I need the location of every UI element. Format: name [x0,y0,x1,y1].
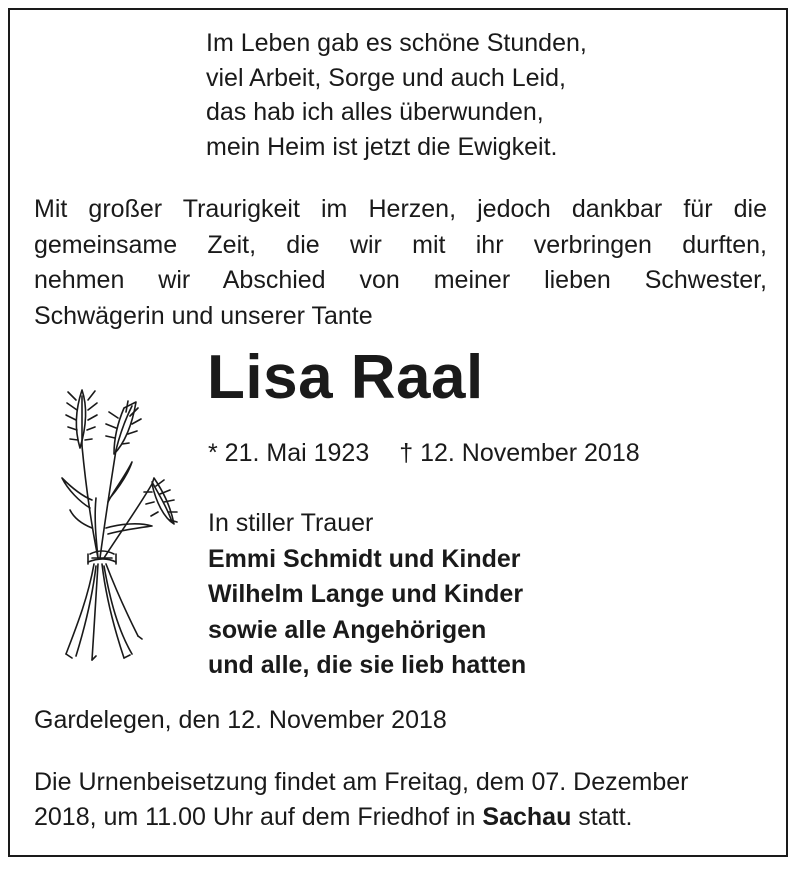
mourners-block [208,506,526,684]
mourner-name: sowie alle Angehörigen [208,615,487,644]
mourner-name: Emmi Schmidt und Kinder [208,544,521,573]
intro-text [34,192,767,334]
birth-date: * 21. Mai 1923 [208,439,370,467]
poem-line: Im Leben gab es schöne Stunden, [206,29,587,57]
life-dates [208,436,640,470]
burial-notice [34,765,689,835]
burial-place: Sachau [482,803,572,831]
wheat-sheaf-icon [52,378,187,663]
death-date: † 12. November 2018 [399,439,640,467]
mourners-heading: In stiller Trauer [208,509,374,537]
intro-line: gemeinsame Zeit, die wir mit ihr verbringen durften, [34,230,767,259]
mourner-name: und alle, die sie lieb hatten [208,651,527,679]
poem-line: mein Heim ist jetzt die Ewigkeit. [206,132,558,161]
mourner-name: Wilhelm Lange und Kinder [208,580,524,608]
burial-line-2-start: 2018, um 11.00 Uhr auf dem Friedhof in [34,803,483,831]
intro-line: nehmen wir Abschied von meiner lieben Schwester, [34,266,767,294]
intro-line: Schwägerin und unserer Tante [34,301,373,330]
burial-line-1: Die Urnenbeisetzung findet am Freitag, dem 07. Dezember [34,768,689,796]
burial-line-2 [34,800,689,835]
burial-line-2-end: statt. [571,803,633,831]
intro-line: Mit großer Traurigkeit im Herzen, jedoch dankbar für die [34,195,767,223]
place-and-date: Gardelegen, den 12. November 2018 [34,706,447,734]
poem-line: viel Arbeit, Sorge und auch Leid, [206,63,566,92]
poem [206,26,587,164]
poem-line: das hab ich alles überwunden, [206,98,544,126]
deceased-name: Lisa Raal [207,343,484,412]
